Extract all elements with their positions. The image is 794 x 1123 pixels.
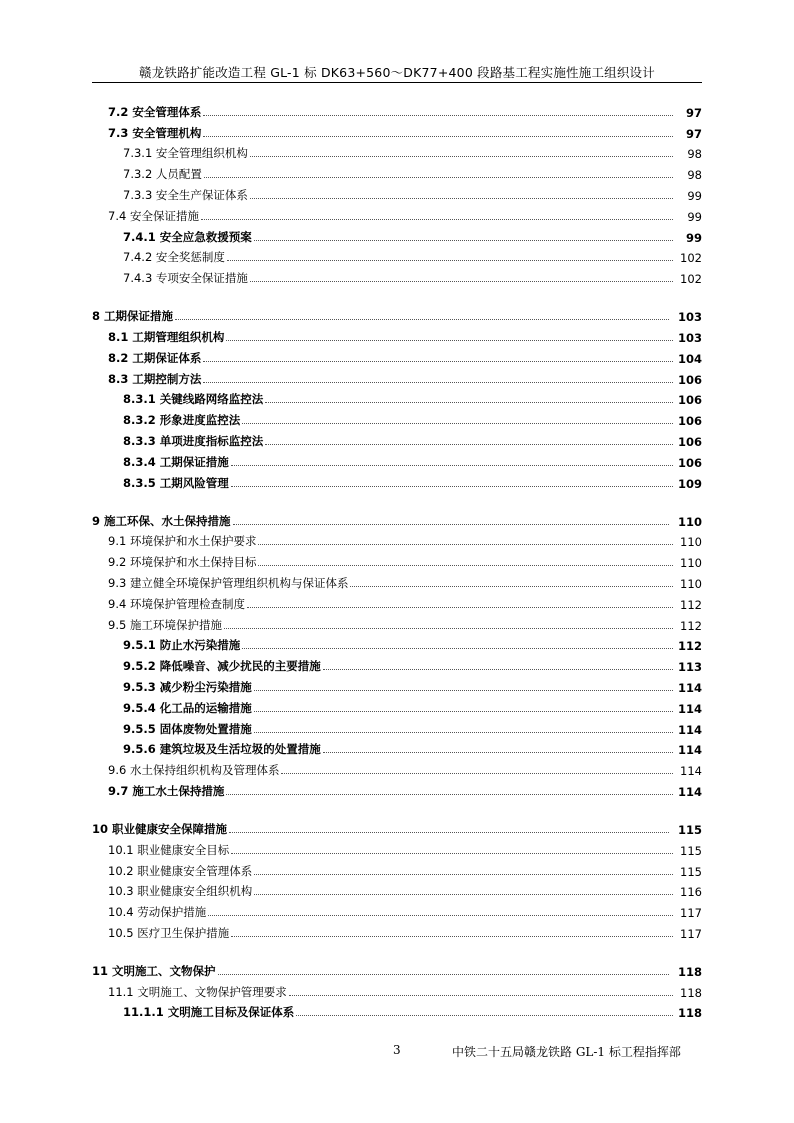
toc-entry-title: 8.3.1 关键线路网络监控法: [123, 392, 264, 407]
toc-entry-page: 98: [687, 168, 702, 183]
toc-entry-title: 8.3.4 工期保证措施: [123, 454, 229, 469]
toc-entry-title: 9.1 环境保护和水土保护要求: [108, 534, 257, 549]
toc-entry[interactable]: [92, 470, 702, 491]
toc-entry-title: 9.5.2 降低噪音、减少扰民的主要措施: [123, 659, 321, 674]
toc-entry[interactable]: [92, 570, 702, 591]
toc-leader-dots: [208, 915, 673, 916]
toc-leader-dots: [229, 832, 669, 833]
toc-entry[interactable]: [92, 245, 702, 266]
toc-leader-dots: [254, 240, 673, 241]
toc-entry-title: 9.6 水土保持组织机构及管理体系: [108, 763, 280, 778]
toc-entry-page: 114: [680, 764, 702, 779]
toc-entry-title: 8.2 工期保证体系: [108, 350, 202, 365]
toc-entry-title: 9.5.1 防止水污染措施: [123, 638, 241, 653]
toc-entry-title: 9.5.5 固体废物处置措施: [123, 721, 252, 736]
toc-entry-title: 11.1.1 文明施工目标及保证体系: [123, 1005, 295, 1020]
toc-entry-title: 10 职业健康安全保障措施: [92, 821, 228, 836]
toc-entry-page: 116: [680, 885, 702, 900]
toc-entry-page: 110: [680, 556, 702, 571]
toc-entry-page: 112: [680, 618, 702, 633]
toc-entry-page: 118: [677, 964, 702, 979]
toc-entry-title: 10.1 职业健康安全目标: [108, 842, 230, 857]
toc-entry-page: 99: [687, 209, 702, 224]
table-of-contents: [92, 99, 702, 1020]
toc-entry-page: 115: [680, 843, 702, 858]
toc-entry-page: 102: [680, 272, 702, 287]
toc-entry[interactable]: [92, 366, 702, 387]
toc-entry-title: 11 文明施工、文物保护: [92, 963, 216, 978]
footer-page-number: 3: [393, 1043, 401, 1057]
toc-entry-title: 9.2 环境保护和水土保持目标: [108, 555, 257, 570]
toc-leader-dots: [226, 794, 673, 795]
toc-entry[interactable]: [92, 449, 702, 470]
toc-entry[interactable]: [92, 899, 702, 920]
toc-entry-page: 103: [677, 310, 702, 325]
toc-entry-page: 115: [680, 864, 702, 879]
toc-entry-title: 8 工期保证措施: [92, 309, 174, 324]
toc-entry-title: 9.5 施工环境保护措施: [108, 617, 222, 632]
toc-entry-page: 106: [677, 414, 702, 429]
toc-leader-dots: [203, 115, 673, 116]
toc-entry[interactable]: [92, 979, 702, 1000]
toc-entry-title: 7.3.2 人员配置: [123, 167, 202, 182]
toc-entry[interactable]: [92, 757, 702, 778]
toc-leader-dots: [242, 648, 673, 649]
toc-entry[interactable]: [92, 653, 702, 674]
toc-entry-page: 97: [685, 126, 702, 141]
toc-entry[interactable]: [92, 674, 702, 695]
toc-leader-dots: [224, 628, 673, 629]
toc-leader-dots: [175, 319, 669, 320]
toc-entry-title: 9.5.6 建筑垃圾及生活垃圾的处置措施: [123, 742, 321, 757]
header-rule: [92, 82, 702, 83]
toc-leader-dots: [226, 340, 673, 341]
toc-entry[interactable]: [92, 497, 702, 529]
toc-entry-title: 7.4.2 安全奖惩制度: [123, 250, 225, 265]
toc-entry-page: 113: [677, 660, 702, 675]
header-title: 赣龙铁路扩能改造工程 GL-1 标 DK63+560～DK77+400 段路基工程实施性施工组织设计: [139, 65, 655, 80]
toc-leader-dots: [281, 773, 673, 774]
toc-entry[interactable]: [92, 633, 702, 654]
toc-entry[interactable]: [92, 324, 702, 345]
toc-entry-page: 106: [677, 434, 702, 449]
toc-leader-dots: [254, 894, 673, 895]
toc-entry-title: 9.7 施工水土保持措施: [108, 783, 225, 798]
toc-leader-dots: [254, 711, 673, 712]
toc-entry-page: 106: [677, 455, 702, 470]
toc-entry[interactable]: [92, 879, 702, 900]
toc-entry[interactable]: [92, 120, 702, 141]
toc-entry-page: 114: [677, 722, 702, 737]
toc-entry-title: 10.2 职业健康安全管理体系: [108, 863, 253, 878]
toc-entry[interactable]: [92, 161, 702, 182]
toc-entry-page: 110: [680, 535, 702, 550]
toc-entry-title: 8.3.5 工期风险管理: [123, 475, 229, 490]
toc-entry-page: 117: [680, 906, 702, 921]
toc-leader-dots: [201, 219, 673, 220]
toc-leader-dots: [250, 198, 673, 199]
toc-entry-page: 99: [685, 230, 702, 245]
toc-leader-dots: [323, 669, 673, 670]
toc-leader-dots: [289, 995, 673, 996]
toc-entry-title: 7.4 安全保证措施: [108, 208, 199, 223]
toc-entry-page: 114: [677, 743, 702, 758]
toc-entry-title: 11.1 文明施工、文物保护管理要求: [108, 984, 287, 999]
toc-entry-page: 112: [680, 597, 702, 612]
toc-entry-title: 9.5.3 减少粉尘污染措施: [123, 679, 252, 694]
toc-entry-title: 8.3.2 形象进度监控法: [123, 413, 241, 428]
toc-entry[interactable]: [92, 837, 702, 858]
toc-entry-page: 97: [685, 105, 702, 120]
toc-entry[interactable]: [92, 858, 702, 879]
toc-entry-title: 7.3 安全管理机构: [108, 125, 202, 140]
toc-entry[interactable]: [92, 182, 702, 203]
toc-entry-title: 8.3.3 单项进度指标监控法: [123, 433, 264, 448]
toc-entry[interactable]: [92, 612, 702, 633]
toc-entry[interactable]: [92, 805, 702, 837]
toc-entry-page: 103: [677, 330, 702, 345]
toc-entry[interactable]: [92, 224, 702, 245]
toc-leader-dots: [231, 465, 673, 466]
toc-entry[interactable]: [92, 99, 702, 120]
toc-entry-page: 114: [677, 680, 702, 695]
toc-entry[interactable]: [92, 265, 702, 286]
toc-entry-title: 7.2 安全管理体系: [108, 104, 202, 119]
footer-organization: 中铁二十五局赣龙铁路 GL-1 标工程指挥部: [452, 1045, 681, 1059]
toc-entry-page: 106: [677, 372, 702, 387]
toc-entry[interactable]: [92, 1000, 702, 1021]
toc-entry-page: 117: [680, 926, 702, 941]
toc-entry-title: 9.5.4 化工品的运输措施: [123, 700, 252, 715]
toc-leader-dots: [231, 486, 673, 487]
toc-entry[interactable]: [92, 947, 702, 979]
toc-leader-dots: [323, 752, 673, 753]
toc-entry[interactable]: [92, 529, 702, 550]
toc-entry-page: 110: [677, 514, 702, 529]
toc-leader-dots: [231, 853, 673, 854]
toc-leader-dots: [204, 177, 673, 178]
toc-entry-page: 114: [677, 784, 702, 799]
toc-entry-page: 118: [677, 1006, 702, 1021]
toc-leader-dots: [203, 361, 673, 362]
toc-entry-title: 7.4.1 安全应急救援预案: [123, 229, 252, 244]
toc-entry-title: 10.5 医疗卫生保护措施: [108, 925, 230, 940]
toc-leader-dots: [296, 1015, 673, 1016]
toc-entry[interactable]: [92, 203, 702, 224]
toc-entry-page: 109: [677, 476, 702, 491]
toc-entry[interactable]: [92, 778, 702, 799]
page-footer: [0, 1043, 794, 1059]
toc-leader-dots: [254, 690, 673, 691]
toc-entry-title: 9.4 环境保护管理检查制度: [108, 596, 245, 611]
toc-leader-dots: [265, 402, 673, 403]
toc-entry-page: 114: [677, 701, 702, 716]
toc-entry-page: 112: [677, 639, 702, 654]
toc-leader-dots: [250, 281, 673, 282]
toc-entry-page: 98: [687, 147, 702, 162]
toc-entry-title: 8.3 工期控制方法: [108, 371, 202, 386]
toc-entry[interactable]: [92, 428, 702, 449]
toc-entry-title: 10.3 职业健康安全组织机构: [108, 884, 253, 899]
toc-leader-dots: [254, 874, 673, 875]
toc-entry[interactable]: [92, 141, 702, 162]
toc-entry-title: 9.3 建立健全环境保护管理组织机构与保证体系: [108, 575, 349, 590]
toc-entry-title: 7.3.3 安全生产保证体系: [123, 187, 248, 202]
toc-leader-dots: [218, 974, 669, 975]
toc-entry-title: 10.4 劳动保护措施: [108, 905, 207, 920]
toc-entry-page: 102: [680, 251, 702, 266]
toc-leader-dots: [242, 423, 673, 424]
toc-entry[interactable]: [92, 591, 702, 612]
toc-leader-dots: [203, 382, 673, 383]
toc-entry[interactable]: [92, 549, 702, 570]
toc-entry-page: 104: [677, 351, 702, 366]
toc-entry[interactable]: [92, 716, 702, 737]
toc-leader-dots: [258, 565, 673, 566]
toc-entry-title: 8.1 工期管理组织机构: [108, 329, 225, 344]
toc-leader-dots: [258, 544, 673, 545]
toc-leader-dots: [231, 936, 673, 937]
toc-entry[interactable]: [92, 387, 702, 408]
toc-leader-dots: [254, 732, 673, 733]
toc-entry-page: 106: [677, 393, 702, 408]
toc-entry-title: 7.4.3 专项安全保证措施: [123, 271, 248, 286]
toc-entry-page: 99: [687, 188, 702, 203]
toc-leader-dots: [247, 607, 673, 608]
toc-entry[interactable]: [92, 920, 702, 941]
toc-leader-dots: [233, 524, 669, 525]
toc-entry-page: 118: [680, 985, 702, 1000]
toc-entry[interactable]: [92, 737, 702, 758]
toc-leader-dots: [203, 136, 673, 137]
toc-entry[interactable]: [92, 407, 702, 428]
toc-entry[interactable]: [92, 345, 702, 366]
toc-leader-dots: [250, 156, 673, 157]
page-header: [92, 63, 702, 81]
toc-entry-title: 9 施工环保、水土保持措施: [92, 513, 231, 528]
toc-leader-dots: [265, 444, 673, 445]
toc-entry[interactable]: [92, 292, 702, 324]
toc-leader-dots: [350, 586, 673, 587]
toc-entry-page: 115: [677, 822, 702, 837]
toc-entry[interactable]: [92, 695, 702, 716]
toc-leader-dots: [227, 260, 673, 261]
toc-entry-page: 110: [680, 576, 702, 591]
toc-entry-title: 7.3.1 安全管理组织机构: [123, 146, 248, 161]
